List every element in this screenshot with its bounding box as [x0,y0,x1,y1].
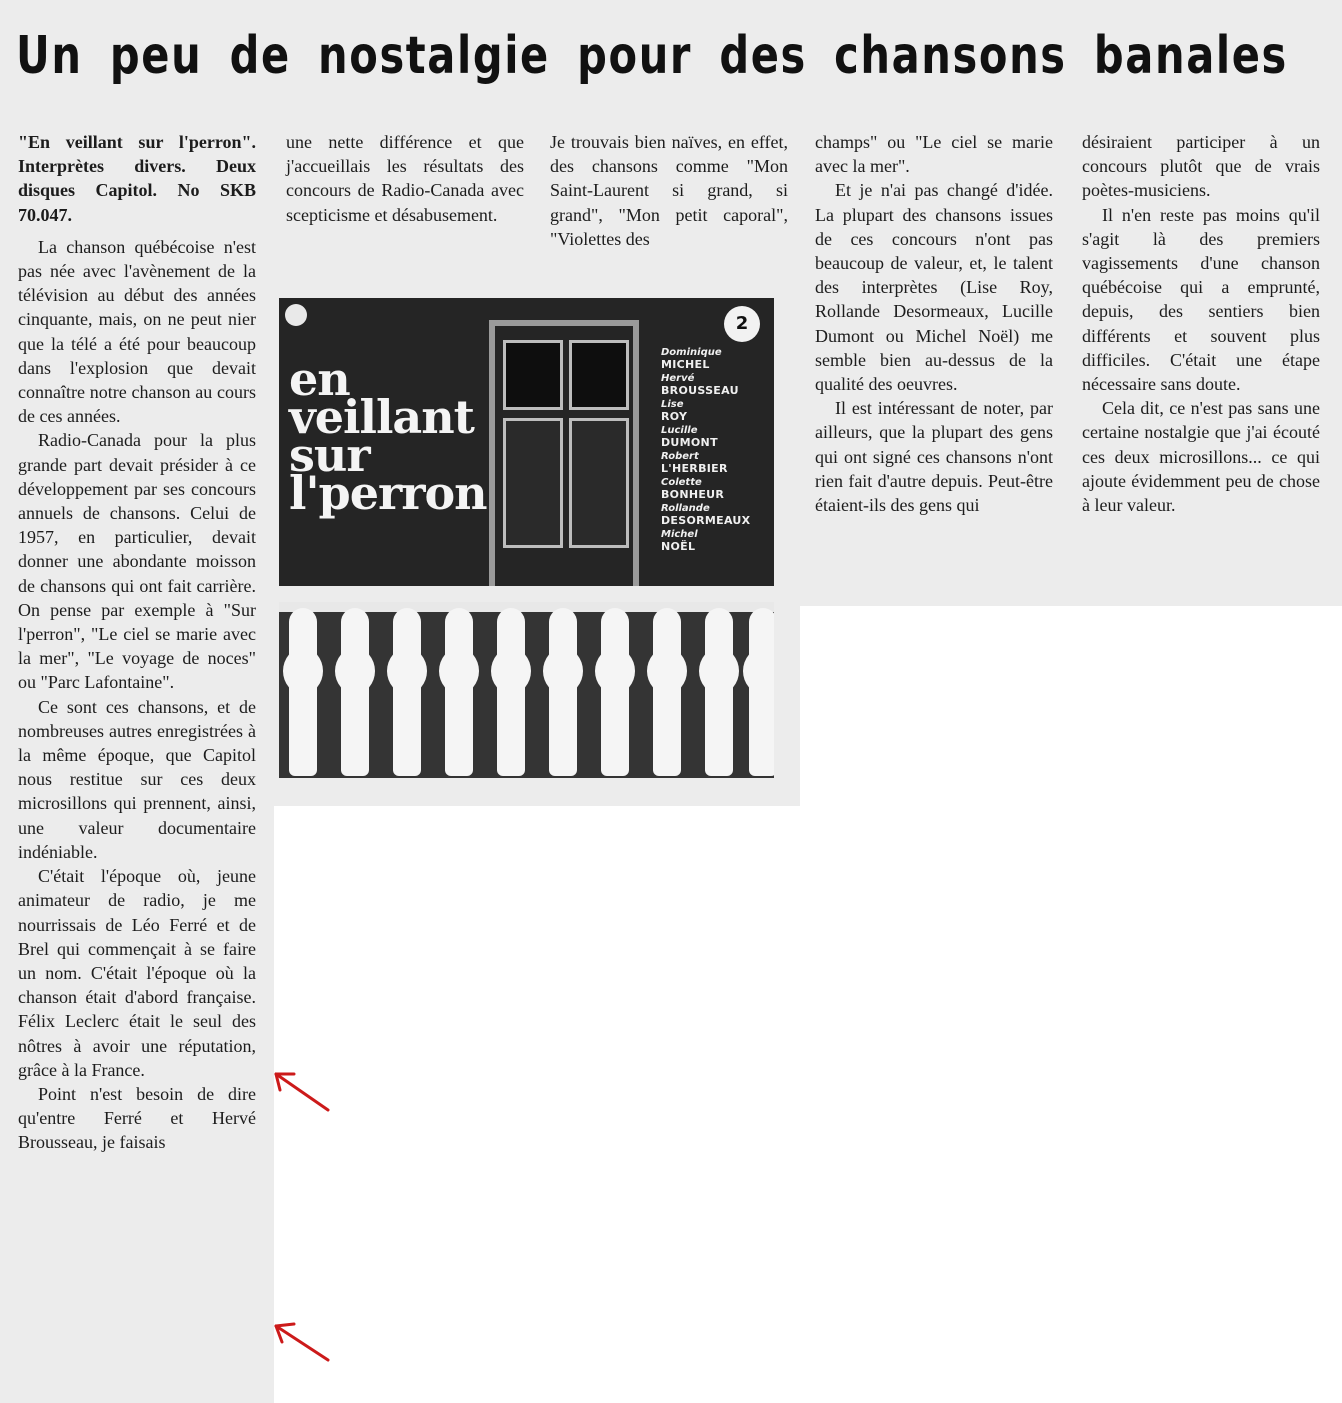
artist-last-name: ROY [661,410,688,423]
headline: Un peu de nostalgie pour des chansons banales [16,26,1288,86]
artist-first-name: Hervé [661,373,695,384]
artist-last-name: DESORMEAUX [661,514,751,527]
artist-last-name: BROUSSEAU [661,384,739,397]
artist-first-name: Dominique [661,347,722,358]
paragraph: La chanson québécoise n'est pas née avec l'avènement de la télévision au début des années cinquante, mais, on ne peut nier que la télé a été pour beaucoup dans l'explosion que devait connaître notre chanson au cours de ces années. [18,236,256,427]
album-cover-photo [279,298,774,778]
capitol-logo-icon [285,304,307,326]
artist-first-name: Colette [661,477,702,488]
disc-count-badge: 2 [724,306,760,342]
artist-last-name: DUMONT [661,436,718,449]
baluster [341,608,369,776]
paragraph: Radio-Canada pour la plus grande part devait présider à ce développement par ses concours annuels de chansons. Celui de 1957, en particulier, devait donner une abondante moisson de chansons qui ont fait carrière. On pense par exemple à "Sur l'perron", "Le ciel se marie avec la mer", "Le voyage de noces" ou "Parc Lafontaine". [18,430,256,693]
article-column-5 [1082,130,1320,517]
album-reference: "En veillant sur l'perron". Interprètes divers. Deux disques Capitol. No SKB 70.047. [18,132,256,225]
album-title-line: en [289,352,350,406]
article-column-1 [18,130,256,1155]
baluster [497,608,525,776]
article-column-4 [815,130,1053,517]
baluster [705,608,733,776]
baluster [289,608,317,776]
artist-first-name: Lise [661,399,684,410]
paragraph: Point n'est besoin de dire qu'entre Ferré et Hervé Brousseau, je faisais [18,1083,256,1153]
album-title-line: veillant [289,390,474,444]
article-column-3 [550,130,788,251]
album-title-line: l'perron [289,466,487,520]
artist-first-name: Rollande [661,503,710,514]
baluster [549,608,577,776]
artist-last-name: L'HERBIER [661,462,728,475]
paragraph: Il n'en reste pas moins qu'il s'agit là des premiers vagissements d'une chanson québécoise qui a emprunté, depuis, des sentiers bien différents et souvent plus difficiles. C'était une étape nécessaire sans doute. [1082,204,1320,395]
artist-first-name: Robert [661,451,699,462]
window-pane [569,418,629,548]
red-arrow-annotation-icon [270,1066,330,1112]
artist-first-name: Michel [661,529,698,540]
artist-last-name: NOËL [661,540,696,553]
baluster [445,608,473,776]
paragraph: Il est intéressant de noter, par ailleurs, que la plupart des gens qui ont signé ces chansons n'ont rien fait d'autre depuis. Peut-être étaient-ils des gens qui [815,398,1053,516]
album-title-line: sur [289,428,370,482]
paragraph: Ce sont ces chansons, et de nombreuses autres enregistrées à la même époque, que Capitol nous restitue sur ces deux microsillons qui prennent, ainsi, une valeur documentaire indéniable. [18,696,256,862]
paragraph: Je trouvais bien naïves, en effet, des chansons comme "Mon Saint-Laurent si grand, si grand", "Mon petit caporal", "Violettes des [550,132,788,249]
baluster [653,608,681,776]
paragraph: C'était l'époque où, jeune animateur de radio, je me nourrissais de Léo Ferré et de Brel qui commençait à se faire un nom. C'était l'époque où la chanson était d'abord française. Félix Leclerc était le seul des nôtres à avoir une réputation, grâce à la France. [18,866,256,1080]
baluster [749,608,774,776]
artist-last-name: BONHEUR [661,488,725,501]
album-title [289,352,487,520]
baluster [393,608,421,776]
paragraph: désiraient participer à un concours plutôt que de vrais poètes-musiciens. [1082,132,1320,201]
red-arrow-annotation-icon [270,1318,330,1364]
paragraph: champs" ou "Le ciel se marie avec la mer". [815,132,1053,177]
baluster [601,608,629,776]
artist-first-name: Lucille [661,425,698,436]
artist-last-name: MICHEL [661,358,710,371]
window-pane [503,418,563,548]
album-cover [279,298,774,586]
article-column-2 [286,130,524,227]
window-pane [569,340,629,410]
door-illustration [489,320,639,586]
paragraph: Et je n'ai pas changé d'idée. La plupart des chansons issues de ces concours n'ont pas beaucoup de valeur, et, le talent des interprètes (Lise Roy, Rollande Desormeaux, Lucille Dumont ou Michel Noël) me semble bien au-dessus de la qualité des oeuvres. [815,180,1053,395]
balcony-balusters-photo [279,602,774,778]
paragraph: une nette différence et que j'accueillais les résultats des concours de Radio-Canada avec scepticisme et désabusement. [286,132,524,225]
window-pane [503,340,563,410]
artist-list [661,346,771,554]
paragraph: Cela dit, ce n'est pas sans une certaine nostalgie que j'ai écouté ces deux microsillons... ce qui ajoute évidemment peu de chose à leur valeur. [1082,398,1320,516]
